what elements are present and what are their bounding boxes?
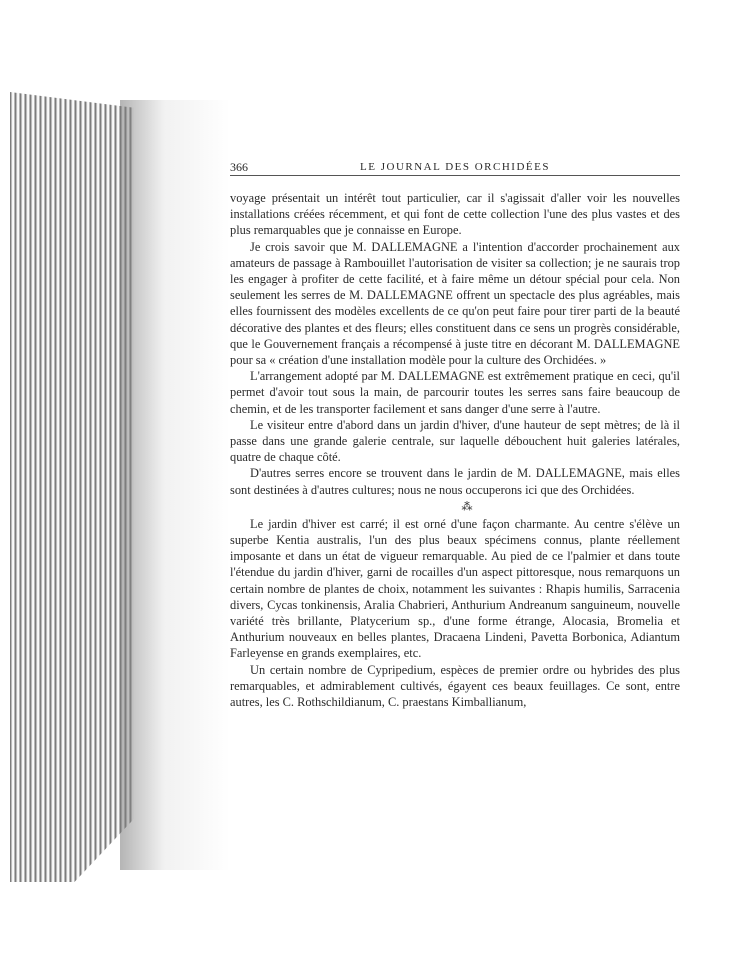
paragraph: Je crois savoir que M. DALLEMAGNE a l'intention d'accorder prochainement aux amateurs de passage à Rambouillet l'autorisation de visiter sa collection; je ne saurais trop les engager à profiter de cette facilité, et à faire même un détour spécial pour cela. Non seulement les serres de M. DALLEMAGNE offrent un spectacle des plus agréables, mais elles fournissent des modèles excellents de ce qu'on peut faire pour tirer parti de la beauté décorative des plantes et des fleurs; elles constituent dans ce sens un progrès considérable, que le Gouvernement français a récompensé à juste titre en décorant M. DALLEMAGNE pour sa « création d'une installation modèle pour la culture des Orchidées. » — [230, 239, 680, 368]
header-rule — [230, 175, 680, 176]
gutter-shadow — [120, 100, 230, 870]
paragraph: Le visiteur entre d'abord dans un jardin d'hiver, d'une hauteur de sept mètres; de là il passe dans une grande galerie centrale, sur laquelle débouchent huit galeries latérales, quatre de chaque côté. — [230, 417, 680, 465]
paragraph: L'arrangement adopté par M. DALLEMAGNE est extrêmement pratique en ceci, qu'il permet d'avoir tout sous la main, de parcourir toutes les serres sans faire beaucoup de chemin, et de les transporter facilement et sans danger d'une serre à l'autre. — [230, 369, 680, 416]
paragraph: Un certain nombre de Cypripedium, espèces de premier ordre ou hybrides des plus remarquables, et admirablement cultivés, égayent ces beaux feuillages. Ce sont, entre autres, les C. Rothschildianum, C. praestans Kimballianum, — [230, 662, 680, 710]
body-text — [230, 190, 680, 710]
paragraph: voyage présentait un intérêt tout particulier, car il s'agissait d'aller voir les nouvelles installations créées récemment, et qui font de cette collection l'une des plus vastes et des plus remarquables que je connaisse en Europe. — [230, 191, 680, 238]
book-page — [230, 160, 680, 710]
section-separator: ⁂ — [461, 500, 473, 513]
paragraph: D'autres serres encore se trouvent dans le jardin de M. DALLEMAGNE, mais elles sont destinées à d'autres cultures; nous ne nous occuperons ici que des Orchidées. — [230, 466, 680, 497]
paragraph: Le jardin d'hiver est carré; il est orné d'une façon charmante. Au centre s'élève un superbe Kentia australis, l'un des plus beaux spécimens connus, plante réellement imposante et dans un état de vigueur remarquable. Au pied de ce l'palmier et dans toute l'étendue du jardin d'hiver, garni de rocailles d'un aspect pittoresque, nous remarquons un certain nombre de plantes de choix, notamment les suivantes : Rhapis humilis, Sarracenia divers, Cycas tonkinensis, Aralia Chabrieri, Anthurium Andreanum sanguineum, nouvelle variété très brillante, Platycerium sp., d'une forme étrange, Alocasia, Bromelia et Anthurium nouveaux en belles plantes, Dracaena Lindeni, Pavetta Borbonica, Adiantum Farleyense en grands exemplaires, etc. — [230, 516, 680, 661]
book-page-edges — [10, 92, 134, 882]
page-number: 366 — [230, 160, 248, 174]
running-title: LE JOURNAL DES ORCHIDÉES — [360, 161, 550, 173]
running-header — [230, 160, 680, 176]
